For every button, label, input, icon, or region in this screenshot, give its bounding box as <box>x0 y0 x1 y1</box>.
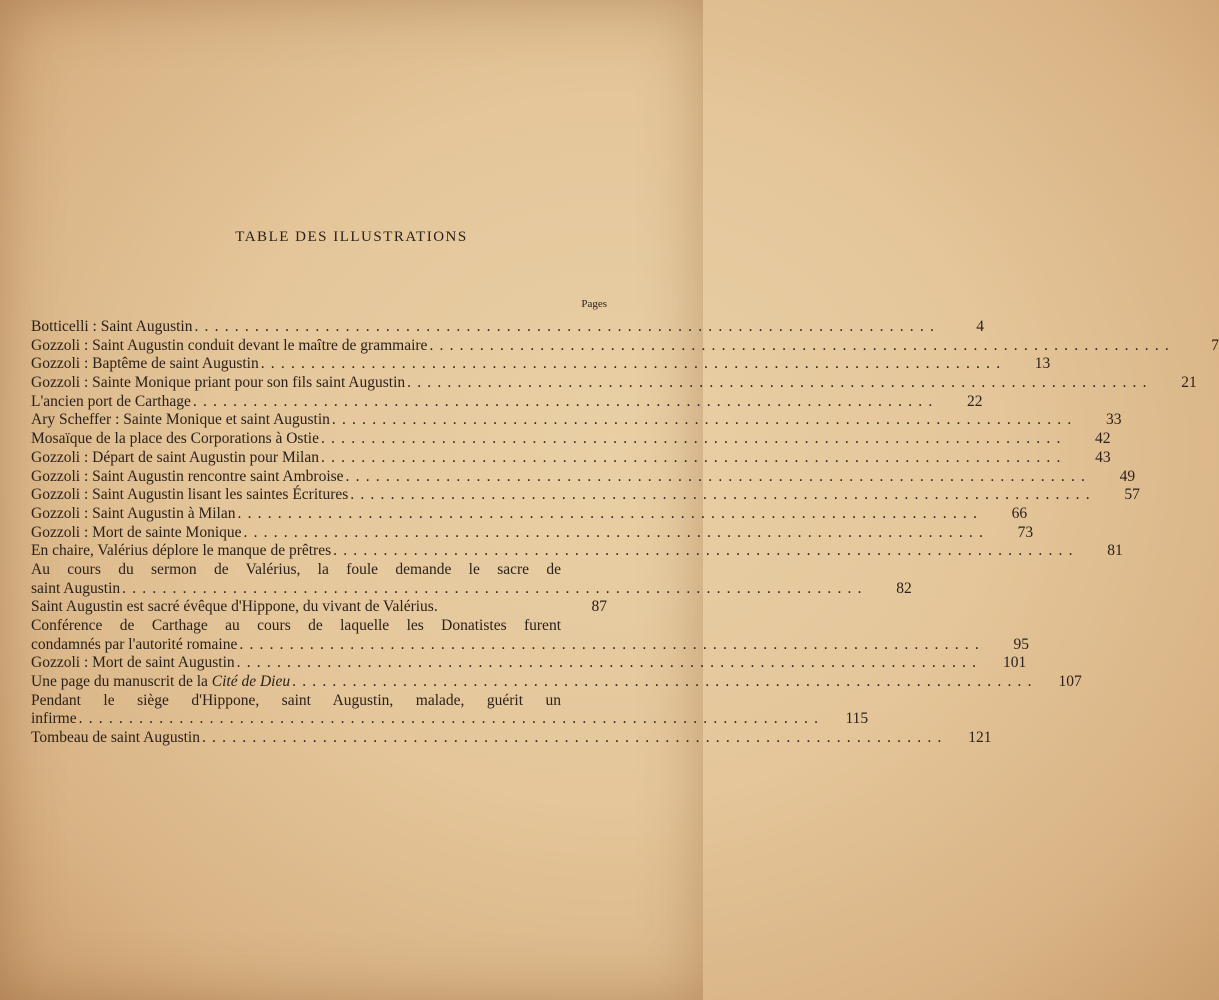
page-title: TABLE DES ILLUSTRATIONS <box>235 229 468 245</box>
dot-leader: .......................................................................... <box>345 467 1092 485</box>
list-item <box>31 560 912 598</box>
list-item <box>31 486 1140 505</box>
entry-label: saint Augustin <box>31 579 121 597</box>
entry-label: Gozzoli : Mort de saint Augustin <box>31 654 235 672</box>
list-item <box>31 374 1197 393</box>
list-item <box>31 448 1111 468</box>
list-item <box>31 392 983 412</box>
entry-label: Gozzoli : Mort de sainte Monique <box>31 523 242 541</box>
entry-page: 49 <box>1119 467 1136 485</box>
list-item <box>31 467 1136 487</box>
entry-label: Gozzoli : Saint Augustin rencontre saint Ambroise <box>31 467 344 485</box>
dot-leader: .......................................................................... <box>236 654 983 672</box>
entry-page: 22 <box>966 392 983 410</box>
list-item <box>31 430 1111 449</box>
list-item <box>31 654 1027 673</box>
entry-label: Tombeau de saint Augustin <box>31 729 200 747</box>
entry-page: 13 <box>1034 355 1051 373</box>
entry-page: 115 <box>845 710 869 728</box>
dot-leader: .......................................................................... <box>201 729 948 747</box>
entry-label-line1: Pendant le siège d'Hippone, saint Augustin, malade, guérit un <box>31 691 561 709</box>
list-item <box>31 542 1123 561</box>
dot-leader: .......................................................................... <box>429 336 1176 354</box>
dot-leader: .......................................................................... <box>237 504 984 522</box>
entry-page: 4 <box>976 318 985 335</box>
dot-leader: .......................................................................... <box>239 635 985 653</box>
dot-leader: .......................................................................... <box>243 523 990 541</box>
entry-page: 121 <box>968 729 992 747</box>
entry-label-line1: Conférence de Carthage au cours de laquelle les Donatistes furent <box>31 617 561 634</box>
illustrations-list <box>31 318 1219 748</box>
entry-page: 7 <box>1211 336 1219 354</box>
list-item <box>31 523 1034 543</box>
dot-leader: .......................................................................... <box>122 579 868 597</box>
dot-leader: .......................................................................... <box>78 710 825 728</box>
dot-leader: .......................................................................... <box>321 448 1067 466</box>
entry-label: Gozzoli : Départ de saint Augustin pour Milan <box>31 448 319 466</box>
entry-page: 33 <box>1105 411 1122 429</box>
entry-page: 107 <box>1058 673 1082 691</box>
entry-label: Gozzoli : Saint Augustin lisant les saintes Écritures <box>31 486 349 504</box>
pages-column-header: Pages <box>581 298 607 310</box>
entry-page: 73 <box>1017 523 1034 541</box>
entry-label: condamnés par l'autorité romaine <box>31 635 238 653</box>
dot-leader: .......................................................................... <box>331 411 1078 429</box>
dot-leader: .......................................................................... <box>292 673 1038 691</box>
dot-leader: .......................................................................... <box>192 392 939 410</box>
dot-leader: .......................................................................... <box>407 374 1153 392</box>
list-item <box>31 504 1028 524</box>
dot-leader: .......................................................................... <box>260 355 1007 373</box>
entry-page: 66 <box>1011 504 1028 522</box>
list-item <box>31 691 869 729</box>
list-item <box>31 411 1122 430</box>
entry-label: Gozzoli : Saint Augustin conduit devant le maître de grammaire <box>31 336 428 354</box>
entry-page: 43 <box>1095 448 1111 466</box>
entry-label: Gozzoli : Saint Augustin à Milan <box>31 504 236 522</box>
entry-label: L'ancien port de Carthage <box>31 392 191 410</box>
entry-label: infirme <box>31 710 77 728</box>
entry-label: Gozzoli : Sainte Monique priant pour son fils saint Augustin <box>31 374 406 392</box>
dot-leader: .......................................................................... <box>194 318 941 335</box>
list-item <box>31 673 1082 692</box>
entry-page: 87 <box>591 598 607 616</box>
entry-label: En chaire, Valérius déplore le manque de prêtres <box>31 542 332 560</box>
dot-leader: .......................................................................... <box>320 430 1067 448</box>
entry-label: Ary Scheffer : Sainte Monique et saint Augustin <box>31 411 330 429</box>
entry-label-italic: Cité de Dieu <box>211 673 291 691</box>
entry-label-text: Une page du manuscrit de la <box>31 673 208 691</box>
entry-page: 81 <box>1107 542 1123 560</box>
entry-page: 42 <box>1095 430 1111 448</box>
dot-leader: .......................................................................... <box>350 486 1096 504</box>
entry-label: Gozzoli : Baptême de saint Augustin <box>31 355 259 373</box>
entry-page: 95 <box>1013 635 1029 653</box>
entry-label: Mosaïque de la place des Corporations à Ostie <box>31 430 319 448</box>
entry-label: Saint Augustin est sacré évêque d'Hippone, du vivant de Valérius. <box>31 598 438 616</box>
list-item <box>31 598 607 617</box>
list-item <box>31 729 992 748</box>
list-item <box>31 318 985 337</box>
entry-page: 57 <box>1124 486 1140 504</box>
entry-label <box>31 673 290 692</box>
entry-page: 82 <box>896 579 912 597</box>
list-item <box>31 336 1219 356</box>
dot-leader: .......................................................................... <box>333 542 1079 560</box>
entry-label: Botticelli : Saint Augustin <box>31 318 193 335</box>
entry-page: 101 <box>1002 654 1027 672</box>
entry-page: 21 <box>1181 374 1197 392</box>
entry-label-line1: Au cours du sermon de Valérius, la foule demande le sacre de <box>31 560 561 578</box>
list-item <box>31 617 1029 654</box>
list-item <box>31 355 1051 374</box>
